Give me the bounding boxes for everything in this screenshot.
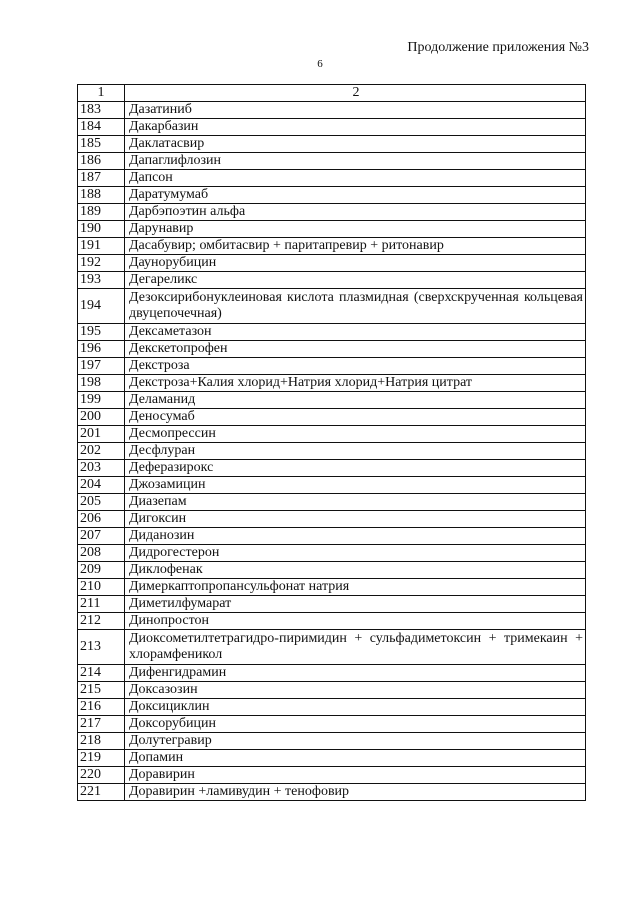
drug-name: Десфлуран bbox=[125, 443, 586, 460]
row-number: 210 bbox=[78, 579, 125, 596]
row-number: 201 bbox=[78, 426, 125, 443]
row-number: 189 bbox=[78, 204, 125, 221]
row-number: 186 bbox=[78, 153, 125, 170]
table-row bbox=[78, 272, 586, 289]
drug-name: Дифенгидрамин bbox=[125, 665, 586, 682]
row-number: 196 bbox=[78, 341, 125, 358]
table-row bbox=[78, 187, 586, 204]
drug-name: Дарунавир bbox=[125, 221, 586, 238]
row-number: 192 bbox=[78, 255, 125, 272]
drug-name: Димеркаптопропансульфонат натрия bbox=[125, 579, 586, 596]
drug-name: Дапсон bbox=[125, 170, 586, 187]
drug-name: Деносумаб bbox=[125, 409, 586, 426]
drug-list-table bbox=[77, 84, 586, 801]
table-row bbox=[78, 341, 586, 358]
drug-name: Деламанид bbox=[125, 392, 586, 409]
drug-name: Дезоксирибонуклеиновая кислота плазмидная (сверхскрученная кольцевая двуцепочечная) bbox=[125, 289, 586, 324]
row-number: 221 bbox=[78, 784, 125, 801]
table-row bbox=[78, 494, 586, 511]
table-row bbox=[78, 477, 586, 494]
drug-name: Дапаглифлозин bbox=[125, 153, 586, 170]
table-row bbox=[78, 545, 586, 562]
table-row bbox=[78, 375, 586, 392]
table-row bbox=[78, 528, 586, 545]
row-number: 212 bbox=[78, 613, 125, 630]
continuation-note: Продолжение приложения №3 bbox=[407, 40, 589, 55]
row-number: 197 bbox=[78, 358, 125, 375]
row-number: 185 bbox=[78, 136, 125, 153]
drug-name: Даунорубицин bbox=[125, 255, 586, 272]
table-row bbox=[78, 102, 586, 119]
row-number: 193 bbox=[78, 272, 125, 289]
row-number: 205 bbox=[78, 494, 125, 511]
drug-name: Дасабувир; омбитасвир + паритапревир + ритонавир bbox=[125, 238, 586, 255]
drug-name: Декскетопрофен bbox=[125, 341, 586, 358]
drug-name: Десмопрессин bbox=[125, 426, 586, 443]
table-row bbox=[78, 699, 586, 716]
row-number: 216 bbox=[78, 699, 125, 716]
row-number: 204 bbox=[78, 477, 125, 494]
drug-name: Доравирин +ламивудин + тенофовир bbox=[125, 784, 586, 801]
table-row bbox=[78, 136, 586, 153]
row-number: 217 bbox=[78, 716, 125, 733]
drug-name: Декстроза bbox=[125, 358, 586, 375]
row-number: 220 bbox=[78, 767, 125, 784]
row-number: 194 bbox=[78, 289, 125, 324]
drug-name: Долутегравир bbox=[125, 733, 586, 750]
table-row bbox=[78, 153, 586, 170]
column-header-number: 1 bbox=[78, 85, 125, 102]
table-row bbox=[78, 613, 586, 630]
drug-name: Даклатасвир bbox=[125, 136, 586, 153]
row-number: 211 bbox=[78, 596, 125, 613]
row-number: 200 bbox=[78, 409, 125, 426]
table-row bbox=[78, 324, 586, 341]
table-row bbox=[78, 511, 586, 528]
table-row bbox=[78, 204, 586, 221]
row-number: 213 bbox=[78, 630, 125, 665]
table-row bbox=[78, 358, 586, 375]
table-row bbox=[78, 289, 586, 324]
row-number: 218 bbox=[78, 733, 125, 750]
table-row bbox=[78, 750, 586, 767]
drug-name: Диклофенак bbox=[125, 562, 586, 579]
table-row bbox=[78, 426, 586, 443]
table-row bbox=[78, 119, 586, 136]
table-row bbox=[78, 630, 586, 665]
table-row bbox=[78, 221, 586, 238]
drug-name: Дигоксин bbox=[125, 511, 586, 528]
row-number: 207 bbox=[78, 528, 125, 545]
row-number: 206 bbox=[78, 511, 125, 528]
row-number: 203 bbox=[78, 460, 125, 477]
row-number: 209 bbox=[78, 562, 125, 579]
drug-name: Диоксометилтетрагидро-пиримидин + сульфадиметоксин + тримекаин + хлорамфеникол bbox=[125, 630, 586, 665]
table-row bbox=[78, 682, 586, 699]
row-number: 215 bbox=[78, 682, 125, 699]
table-row bbox=[78, 392, 586, 409]
drug-name: Допамин bbox=[125, 750, 586, 767]
column-header-name: 2 bbox=[125, 85, 586, 102]
drug-name: Динопростон bbox=[125, 613, 586, 630]
row-number: 188 bbox=[78, 187, 125, 204]
row-number: 199 bbox=[78, 392, 125, 409]
table-row bbox=[78, 579, 586, 596]
table-header-row bbox=[78, 85, 586, 102]
page-number: 6 bbox=[317, 58, 323, 70]
row-number: 184 bbox=[78, 119, 125, 136]
table-row bbox=[78, 716, 586, 733]
drug-name: Дидрогестерон bbox=[125, 545, 586, 562]
table-row bbox=[78, 784, 586, 801]
row-number: 198 bbox=[78, 375, 125, 392]
table-row bbox=[78, 460, 586, 477]
table-row bbox=[78, 596, 586, 613]
table-row bbox=[78, 170, 586, 187]
drug-name: Деферазирокс bbox=[125, 460, 586, 477]
drug-name: Диазепам bbox=[125, 494, 586, 511]
row-number: 214 bbox=[78, 665, 125, 682]
table-row bbox=[78, 733, 586, 750]
drug-name: Диданозин bbox=[125, 528, 586, 545]
table-row bbox=[78, 562, 586, 579]
drug-name: Доравирин bbox=[125, 767, 586, 784]
drug-name: Декстроза+Калия хлорид+Натрия хлорид+Натрия цитрат bbox=[125, 375, 586, 392]
row-number: 202 bbox=[78, 443, 125, 460]
row-number: 190 bbox=[78, 221, 125, 238]
drug-name: Доксициклин bbox=[125, 699, 586, 716]
row-number: 195 bbox=[78, 324, 125, 341]
drug-name: Дакарбазин bbox=[125, 119, 586, 136]
table-row bbox=[78, 409, 586, 426]
drug-name: Доксазозин bbox=[125, 682, 586, 699]
drug-name: Диметилфумарат bbox=[125, 596, 586, 613]
row-number: 219 bbox=[78, 750, 125, 767]
table-row bbox=[78, 255, 586, 272]
drug-name: Дарбэпоэтин альфа bbox=[125, 204, 586, 221]
row-number: 208 bbox=[78, 545, 125, 562]
drug-name: Даратумумаб bbox=[125, 187, 586, 204]
row-number: 191 bbox=[78, 238, 125, 255]
table-row bbox=[78, 443, 586, 460]
drug-name: Дегареликс bbox=[125, 272, 586, 289]
row-number: 187 bbox=[78, 170, 125, 187]
drug-name: Джозамицин bbox=[125, 477, 586, 494]
table-row bbox=[78, 665, 586, 682]
table-row bbox=[78, 238, 586, 255]
drug-name: Дазатиниб bbox=[125, 102, 586, 119]
drug-name: Доксорубицин bbox=[125, 716, 586, 733]
drug-name: Дексаметазон bbox=[125, 324, 586, 341]
row-number: 183 bbox=[78, 102, 125, 119]
table-row bbox=[78, 767, 586, 784]
